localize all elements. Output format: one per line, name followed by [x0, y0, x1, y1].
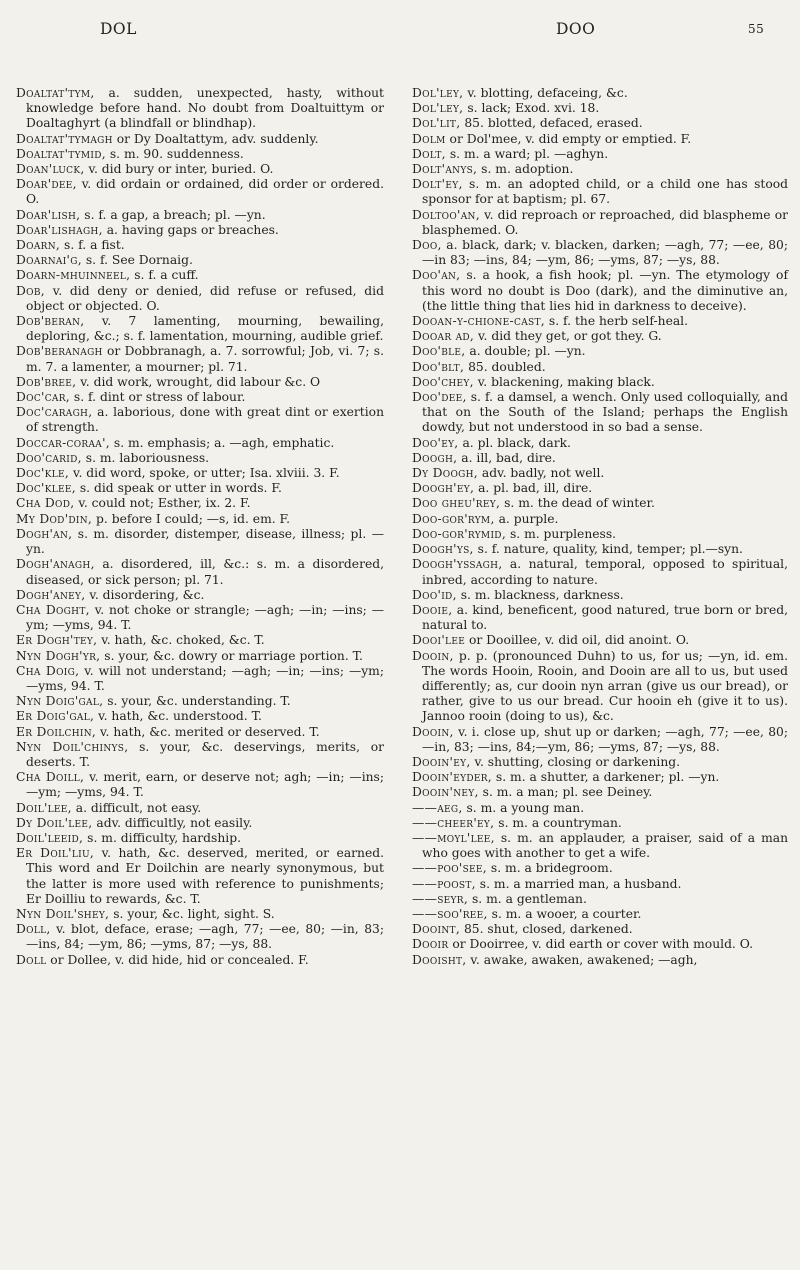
dictionary-entry [16, 223, 384, 238]
entry-headword: ——poost, [412, 876, 476, 891]
entry-definition: s. lack; Exod. xvi. 18. [463, 101, 600, 116]
dictionary-entry [412, 877, 788, 892]
entry-headword: ——soo'ree, [412, 906, 488, 921]
entry-headword: Dolm [412, 131, 446, 146]
entry-headword: Dogh'aney, [16, 587, 86, 602]
dictionary-entry [412, 451, 788, 466]
dictionary-entry [16, 588, 384, 603]
entry-headword: Doar'dee, [16, 177, 77, 192]
entry-headword: Dob'beran, [16, 314, 85, 329]
dictionary-entry [16, 725, 384, 740]
entry-headword: Dy Doil'lee, [16, 815, 93, 830]
entry-definition: s. f. a gap, a breach; pl. —yn. [80, 207, 266, 222]
entry-definition: v. merit, earn, or deserve not; agh; —in; —ins; —ym; —yms, 94. T. [26, 770, 384, 800]
entry-headword: Er Dogh'tey, [16, 633, 98, 648]
entry-definition: v. did reproach or reproached, did blaspheme or blasphemed. O. [422, 207, 788, 237]
entry-definition: v. did ordain or ordained, did order or ordered. O. [26, 177, 384, 207]
entry-definition: a. double; pl. —yn. [465, 344, 586, 359]
entry-definition: s. a hook, a fish hook; pl. —yn. The etymology of this word no doubt is Doo (dark), and the diminutive an, (the little thing that lies hid in darkness to deceive). [422, 268, 788, 313]
entry-headword: Doogh, [412, 450, 458, 465]
dictionary-entry [412, 649, 788, 725]
dictionary-entry [412, 86, 788, 101]
dictionary-entry [16, 284, 384, 314]
entry-headword: Doccar-coraa', [16, 435, 110, 450]
dictionary-entry [412, 390, 788, 436]
dictionary-entry [412, 922, 788, 937]
entry-headword: Doarn, [16, 238, 61, 253]
entry-definition: v. blotting, defaceing, &c. [463, 86, 628, 100]
entry-headword: Nyn Doil'shey, [16, 906, 110, 921]
dictionary-entry [412, 816, 788, 831]
dictionary-entry [412, 633, 788, 648]
dictionary-entry [412, 831, 788, 861]
entry-definition: s. m. a ward; pl. —aghyn. [445, 146, 609, 161]
page-header [0, 20, 800, 44]
entry-definition: s. your, &c. dowry or marriage portion. T. [100, 648, 363, 663]
dictionary-entry [16, 162, 384, 177]
dictionary-entry [16, 86, 384, 132]
dictionary-entry [412, 937, 788, 952]
dictionary-entry [16, 238, 384, 253]
entry-definition: p. p. (pronounced Duhn) to us, for us; —yn, id. em. The words Hooin, Rooin, and Dooin are all to us, but used differently; as, cur dooin nyn arran (give us our bread), or rather, give to us our bread. Cur hooin eh (give it to us). Jannoo rooin (doing to us), &c. [422, 648, 788, 724]
dictionary-entry [16, 436, 384, 451]
entry-headword: Dooi'lee [412, 633, 466, 648]
dictionary-entry [16, 603, 384, 633]
entry-headword: Doo'chey, [412, 374, 474, 389]
entry-definition: a. sudden, unexpected, hasty, without knowledge before hand. No doubt from Doaltuittym or Doaltaghyrt (a blindfall or blindhap). [26, 86, 384, 131]
dictionary-entry [412, 132, 788, 147]
entry-definition: v. did work, wrought, did labour &c. O [76, 374, 321, 389]
dictionary-entry [412, 892, 788, 907]
dictionary-entry [412, 907, 788, 922]
entry-headword: Doc'car, [16, 390, 70, 405]
entry-headword: Dooie, [412, 602, 453, 617]
entry-definition: a. pl. bad, ill, dire. [474, 481, 593, 496]
dictionary-entry [16, 953, 384, 968]
entry-headword: Doaltat'tym, [16, 86, 95, 100]
dictionary-entry [16, 132, 384, 147]
dictionary-entry [16, 709, 384, 724]
entry-definition: v. hath, &c. understood. T. [94, 709, 262, 724]
entry-headword: Doogh'ys, [412, 542, 474, 557]
entry-definition: v. awake, awaken, awakened; —agh, [466, 952, 698, 967]
entry-headword: My Dod'din, [16, 511, 93, 526]
dictionary-entry [16, 740, 384, 770]
dictionary-entry [16, 208, 384, 223]
entry-definition: s. m. disorder, distemper, disease, illness; pl. —yn. [26, 526, 384, 557]
entry-definition: s. m. purpleness. [506, 526, 617, 541]
entry-definition: s. m. a wooer, a courter. [487, 906, 642, 921]
dictionary-entry [412, 268, 788, 314]
entry-definition: v. hath, &c. choked, &c. T. [97, 633, 265, 648]
entry-definition: p. before I could; —s, id. em. F. [92, 511, 291, 526]
entry-headword: Dy Doogh, [412, 466, 478, 481]
entry-headword: Doo-gor'rym, [412, 511, 495, 526]
entry-definition: s. m. a gentleman. [468, 891, 587, 906]
entry-headword: ——seyr, [412, 891, 469, 906]
entry-headword: Doarnai'g, [16, 253, 82, 268]
dictionary-entry [412, 116, 788, 131]
dictionary-entry [412, 527, 788, 542]
dictionary-entry [16, 633, 384, 648]
entry-headword: Dolt, [412, 146, 446, 161]
entry-definition: s. m. an applauder, a praiser, said of a man who goes with another to get a wife. [422, 830, 788, 861]
entry-headword: Dogh'anagh, [16, 557, 95, 572]
entry-definition: s. f. nature, quality, kind, temper; pl.—syn. [473, 542, 743, 557]
entry-definition: a. purple. [494, 511, 559, 526]
dictionary-entry [16, 907, 384, 922]
entry-headword: Er Doilchin, [16, 724, 97, 739]
dictionary-entry [16, 177, 384, 207]
entry-definition: v. 7 lamenting, mourning, bewailing, deploring, &c.; s. f. lamentation, mourning, audible grief. [26, 314, 384, 344]
entry-headword: Dob, [16, 283, 45, 298]
entry-headword: Doo'dee, [412, 390, 467, 405]
dictionary-entry [16, 481, 384, 496]
entry-definition: or Dooirree, v. did earth or cover with mould. O. [448, 937, 754, 952]
dictionary-entry [16, 375, 384, 390]
dictionary-entry [16, 831, 384, 846]
entry-definition: s. m. the dead of winter. [500, 496, 655, 511]
entry-definition: s. f. the herb self-heal. [544, 314, 689, 329]
entry-headword: Doll [16, 952, 47, 967]
entry-headword: Doar'lishagh, [16, 222, 103, 237]
entry-definition: a. having gaps or breaches. [102, 222, 279, 237]
dictionary-entry [412, 162, 788, 177]
entry-headword: Er Doil'liu, [16, 846, 95, 861]
dictionary-entry [16, 314, 384, 344]
entry-headword: ——poo'see, [412, 861, 488, 876]
entry-definition: 85. doubled. [464, 359, 546, 374]
entry-headword: Dooisht, [412, 952, 467, 967]
entry-definition: or Dooillee, v. did oil, did anoint. O. [465, 633, 690, 648]
entry-definition: s. m. a bridegroom. [487, 861, 613, 876]
entry-definition: v. did word, spoke, or utter; Isa. xlviii. 3. F. [69, 466, 340, 481]
entry-definition: adv. badly, not well. [477, 466, 605, 481]
dictionary-entry [412, 238, 788, 268]
entry-definition: s. m. blackness, darkness. [456, 587, 624, 602]
entry-definition: 85. blotted, defaced, erased. [460, 116, 643, 131]
entry-definition: s. f. a damsel, a wench. Only used colloquially, and that on the South of the Island; perhaps the English dowdy, but not understood in so bad a sense. [422, 390, 788, 435]
entry-definition: v. did bury or inter, buried. O. [84, 162, 274, 177]
entry-definition: s. f. See Dornaig. [81, 253, 193, 268]
entry-headword: Doo-gor'rymid, [412, 526, 507, 541]
entry-headword: Cha Dod, [16, 496, 75, 511]
entry-headword: Doo'carid, [16, 450, 82, 465]
entry-definition: s. f. a fist. [60, 238, 125, 253]
entry-definition: or Dol'mee, v. did empty or emptied. F. [445, 131, 692, 146]
dictionary-entry [16, 344, 384, 374]
entry-headword: Nyn Doig'gal, [16, 694, 104, 709]
dictionary-entry [16, 405, 384, 435]
entry-headword: Doc'klee, [16, 481, 76, 496]
entry-definition: s. your, &c. deservings, merits, or deserts. T. [26, 739, 384, 769]
entry-headword: Cha Doill, [16, 770, 85, 785]
dictionary-entry [16, 147, 384, 162]
entry-headword: Dol'ley, [412, 101, 464, 116]
dictionary-entry [16, 801, 384, 816]
dictionary-entry [412, 375, 788, 390]
entry-definition: a. kind, beneficent, good natured, true born or bred, natural to. [422, 602, 788, 633]
entry-headword: Dooin'eyder, [412, 770, 493, 785]
entry-definition: or Dy Doaltattym, adv. suddenly. [112, 131, 319, 146]
dictionary-entry [16, 390, 384, 405]
entry-definition: a. difficult, not easy. [71, 800, 202, 815]
dictionary-entry [16, 557, 384, 587]
entry-definition: s. f. dint or stress of labour. [69, 390, 246, 405]
page-number: 55 [748, 22, 765, 36]
entry-headword: Doltoo'an, [412, 207, 480, 222]
entry-headword: ——cheer'ey, [412, 815, 495, 830]
entry-headword: Dol'lit, [412, 116, 461, 131]
dictionary-entry [16, 451, 384, 466]
entry-definition: 85. shut, closed, darkened. [460, 922, 633, 937]
dictionary-entry [16, 512, 384, 527]
entry-headword: Dooin'ey, [412, 754, 471, 769]
entry-definition: v. blackening, making black. [473, 374, 655, 389]
dictionary-entry [16, 922, 384, 952]
entry-headword: Dolt'ey, [412, 177, 463, 192]
entry-headword: ——aeg, [412, 800, 463, 815]
entry-headword: Dob'bree, [16, 374, 77, 389]
dictionary-entry [412, 801, 788, 816]
entry-headword: Doar'lish, [16, 207, 81, 222]
entry-definition: v. hath, &c. merited or deserved. T. [96, 724, 320, 739]
header-left-guideword: DOL [100, 20, 137, 38]
dictionary-entry [412, 588, 788, 603]
entry-headword: Dooint, [412, 922, 461, 937]
entry-headword: Dob'beranagh [16, 344, 103, 359]
entry-headword: Doaltat'tymagh [16, 131, 113, 146]
entry-headword: Doil'leeid, [16, 830, 84, 845]
entry-headword: Dooin, [412, 724, 454, 739]
entry-definition: s. your, &c. light, sight. S. [109, 906, 275, 921]
entry-definition: v. did they get, or got they. G. [474, 329, 662, 344]
entry-headword: Dogh'an, [16, 526, 73, 541]
dictionary-entry [412, 770, 788, 785]
dictionary-entry [412, 466, 788, 481]
entry-definition: s. m. adoption. [477, 162, 574, 177]
dictionary-entry [16, 694, 384, 709]
entry-headword: Dol'ley, [412, 86, 464, 100]
entry-headword: Nyn Doil'chinys, [16, 739, 129, 754]
entry-definition: or Dollee, v. did hide, hid or concealed. F. [46, 952, 309, 967]
entry-headword: Doan'luck, [16, 162, 85, 177]
dictionary-entry [412, 436, 788, 451]
dictionary-entry [412, 725, 788, 755]
left-column [16, 86, 384, 968]
entry-headword: Nyn Dogh'yr, [16, 648, 101, 663]
dictionary-entry [16, 496, 384, 511]
entry-headword: Doo'blt, [412, 359, 465, 374]
entry-headword: Doo'ble, [412, 344, 466, 359]
entry-headword: Doo gheu'rey, [412, 496, 501, 511]
dictionary-entry [412, 147, 788, 162]
dictionary-entry [16, 649, 384, 664]
dictionary-entry [412, 861, 788, 876]
entry-headword: Doo'an, [412, 268, 461, 283]
entry-definition: v. will not understand; —agh; —in; —ins; —ym; —yms, 94. T. [26, 663, 384, 693]
right-column [412, 86, 788, 968]
entry-definition: a. ill, bad, dire. [457, 450, 556, 465]
dictionary-entry [16, 664, 384, 694]
dictionary-entry [16, 527, 384, 557]
dictionary-entry [16, 466, 384, 481]
entry-definition: s. your, &c. understanding. T. [103, 694, 291, 709]
entry-definition: s. m. a married man, a husband. [475, 876, 682, 891]
entry-headword: Doo'ey, [412, 435, 459, 450]
entry-definition: s. m. difficulty, hardship. [83, 830, 241, 845]
entry-headword: Dooan-y-chione-cast, [412, 314, 545, 329]
entry-definition: v. did deny or denied, did refuse or refused, did object or objected. O. [26, 283, 384, 313]
entry-definition: a. disordered, ill, &c.: s. m. a disordered, diseased, or sick person; pl. 71. [26, 557, 384, 587]
dictionary-entry [16, 846, 384, 907]
entry-headword: Doo'id, [412, 587, 457, 602]
entry-definition: v. shutting, closing or darkening. [470, 754, 681, 769]
entry-headword: Doogh'ey, [412, 481, 475, 496]
entry-definition: a. natural, temporal, opposed to spiritual, inbred, according to nature. [422, 557, 788, 587]
dictionary-entry [412, 481, 788, 496]
entry-definition: s. m. a young man. [462, 800, 585, 815]
entry-definition: s. did speak or utter in words. F. [75, 481, 282, 496]
entry-headword: Doc'caragh, [16, 405, 93, 420]
dictionary-entry [412, 496, 788, 511]
entry-definition: v. disordering, &c. [85, 587, 205, 602]
dictionary-entry [412, 953, 788, 968]
entry-headword: Cha Doght, [16, 602, 90, 617]
dictionary-entry [16, 253, 384, 268]
dictionary-entry [412, 314, 788, 329]
entry-definition: v. hath, &c. deserved, merited, or earned. This word and Er Doilchin are nearly synonymous, but the latter is more used with reference to punishments; Er Doilliu to rewards, &c. T. [26, 846, 385, 906]
dictionary-entry [412, 101, 788, 116]
entry-headword: Doo, [412, 238, 442, 253]
entry-definition: s. m. laboriousness. [81, 450, 210, 465]
dictionary-entry [16, 770, 384, 800]
entry-headword: Dolt'anys, [412, 162, 478, 177]
entry-headword: Doil'lee, [16, 800, 72, 815]
dictionary-entry [412, 344, 788, 359]
entry-definition: a. laborious, done with great dint or exertion of strength. [26, 405, 384, 435]
dictionary-entry [412, 177, 788, 207]
entry-headword: Er Doig'gal, [16, 709, 95, 724]
entry-definition: a. pl. black, dark. [458, 435, 571, 450]
entry-definition: v. could not; Esther, ix. 2. F. [74, 496, 251, 511]
entry-headword: Doaltat'tymid, [16, 146, 106, 161]
entry-definition: a. black, dark; v. blacken, darken; —agh, 77; —ee, 80; —in 83; —ins, 84; —ym, 86; —yms, 87; —ys, 88. [422, 238, 788, 268]
entry-definition: v. not choke or strangle; —agh; —in; —ins; —ym; —yms, 94. T. [26, 602, 384, 633]
entry-definition: s. m. an adopted child, or a child one has stood sponsor for at baptism; pl. 67. [422, 177, 788, 207]
dictionary-entry [412, 557, 788, 587]
dictionary-entry [412, 603, 788, 633]
entry-headword: ——moyl'lee, [412, 830, 495, 845]
entry-headword: Dooin, [412, 648, 454, 663]
dictionary-entry [412, 785, 788, 800]
entry-definition: s. f. a cuff. [130, 268, 199, 283]
entry-headword: Dooir [412, 937, 449, 952]
entry-definition: or Dobbranagh, a. 7. sorrowful; Job, vi. 7; s. m. 7. a lamenter, a mourner; pl. 71. [26, 344, 384, 374]
entry-headword: Cha Doig, [16, 663, 80, 678]
dictionary-entry [412, 329, 788, 344]
entry-headword: Doc'kle, [16, 466, 70, 481]
entry-headword: Doarn-mhuinneel, [16, 268, 131, 283]
entry-headword: Dooin'ney, [412, 785, 479, 800]
dictionary-entry [412, 360, 788, 375]
entry-definition: s. m. a countryman. [494, 815, 622, 830]
dictionary-entry [412, 755, 788, 770]
entry-definition: v. blot, deface, erase; —agh, 77; —ee, 80; —in, 83; —ins, 84; —ym, 86; —yms, 87; —ys, 88. [26, 922, 384, 952]
entry-definition: s. m. a shutter, a darkener; pl. —yn. [492, 770, 720, 785]
header-right-guideword: DOO [556, 20, 596, 38]
entry-headword: Doll, [16, 922, 51, 937]
entry-definition: s. m. 90. suddenness. [105, 146, 244, 161]
dictionary-entry [412, 208, 788, 238]
entry-definition: s. m. a man; pl. see Deiney. [478, 785, 653, 800]
dictionary-entry [16, 816, 384, 831]
entry-definition: s. m. emphasis; a. —agh, emphatic. [109, 435, 335, 450]
entry-definition: adv. difficultly, not easily. [92, 815, 253, 830]
dictionary-entry [412, 512, 788, 527]
dictionary-entry [412, 542, 788, 557]
entry-headword: Dooar ad, [412, 329, 475, 344]
dictionary-entry [16, 268, 384, 283]
entry-headword: Doogh'yssagh, [412, 557, 503, 572]
entry-definition: v. i. close up, shut up or darken; —agh, 77; —ee, 80; —in, 83; —ins, 84;—ym, 86; —yms, 87; —ys, 88. [422, 724, 788, 754]
